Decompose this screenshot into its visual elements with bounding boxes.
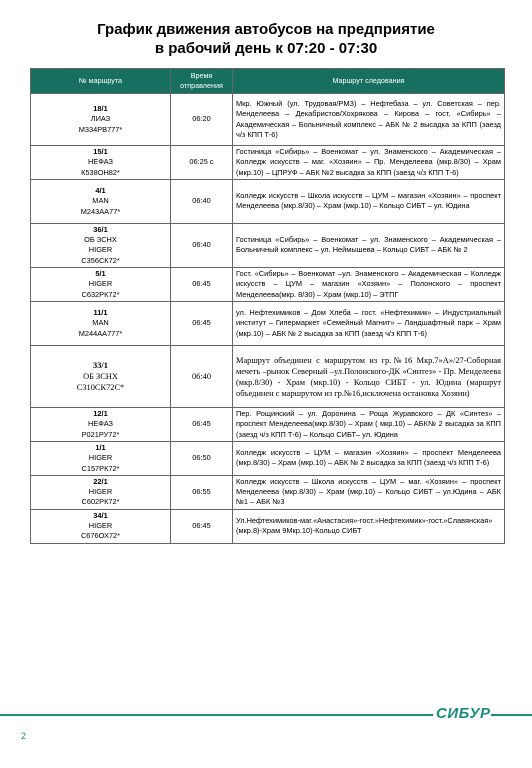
- bus-model: MAN: [92, 196, 109, 206]
- departure-time: 06:40: [171, 179, 233, 223]
- departure-time: 06:25 с: [171, 146, 233, 180]
- header-route: Маршрут следования: [233, 69, 505, 94]
- route-number: 33/1: [93, 361, 108, 371]
- route-id-cell: [31, 146, 171, 180]
- route-description: Гостиница «Сибирь» – Военкомат – ул. Знаменского – Академическая – Больничный комплекс – ул. Неймышева – Кольцо СИБТ – АБК № 2: [233, 223, 505, 267]
- header-route-number: № маршрута: [31, 69, 171, 94]
- table-row: [31, 302, 505, 346]
- route-number: 34/1: [93, 510, 108, 520]
- table-row: [31, 146, 505, 180]
- bus-plate: М334РВ777*: [78, 124, 123, 134]
- route-id-cell: [31, 268, 171, 302]
- route-description: Колледж искусств – Школа искусств – ЦУМ – маг. «Хозяин» – проспект Менделеева (мкр.8/30) – Храм (мкр.10) – Кольцо СИБТ – ул.Юдина – АБК №1 – АБК №3: [233, 475, 505, 509]
- bus-plate: С310СК72С*: [76, 383, 125, 393]
- title-line-1: График движения автобусов на предприятие: [97, 21, 435, 38]
- departure-time: 06:45: [171, 302, 233, 346]
- bus-model-2: HIGER: [88, 245, 113, 255]
- table-row: [31, 179, 505, 223]
- bus-plate: М243АА77*: [80, 206, 121, 216]
- route-id-cell: [31, 346, 171, 408]
- title-line-2: в рабочий день к 07:20 - 07:30: [154, 40, 378, 57]
- bus-model: HIGER: [88, 521, 113, 531]
- route-description: Маршрут объединен с маршрутом из гр.№16 Мкр.7»А»/27-Соборная мечеть –рынок Северный –ул.Полонского-ДК «Синтез» - Пр. Менделеева (мкр.8/30) - Храм (мкр.10) - Кольцо СИБТ - ул. Юдина (маршрут объединен с маршрутом из гр.№16,исключена остановка Хозяин): [233, 346, 505, 408]
- header-departure-time: Время отправления: [171, 69, 233, 94]
- route-description: Колледж искусств – Школа искусств – ЦУМ – магазин «Хозяин» – проспект Менделеева (мкр.8/30) – Храм (мкр.10) – Кольцо СИБТ – ул. Юдина: [233, 179, 505, 223]
- route-id-cell: [31, 94, 171, 146]
- bus-plate: К538ОН82*: [81, 167, 120, 177]
- route-description: Гостиница «Сибирь» – Военкомат – ул. Знаменского – Академическая – Колледж искусств – маг. «Хозяин» – Пр. Менделеева (мкр.8/30) – Храм (мкр.10) – ЦПРУФ – АБК №2 высадка за КПП (заезд ч/з КПП Т-6): [233, 146, 505, 180]
- bus-model: HIGER: [88, 279, 113, 289]
- table-row: [31, 268, 505, 302]
- route-description: ул. Нефтехимиков – Дом Хлеба – гост. «Нефтехимик» – Индустриальный институт – Гипермаркет «Семейный Магнит» – Ландшафтный парк – Храм (мкр.10) – АБК № 2 высадка за КПП (заезд ч/з КПП Т-6): [233, 302, 505, 346]
- bus-model: ЛИАЗ: [90, 114, 111, 124]
- bus-model: HIGER: [88, 487, 113, 497]
- departure-time: 06:45: [171, 268, 233, 302]
- page-number: 2: [21, 731, 27, 741]
- route-id-cell: [31, 475, 171, 509]
- table-header-row: [31, 69, 505, 94]
- route-description: Мкр. Южный (ул. Трудовая/РМЗ) – Нефтебаза – ул. Советская – пер. Менделеева – Декабристов/Хохрякова – Кирова – гост. «Сибирь» – Академическая – Больничный комплекс – АБК № 2 высадка за КПП (заезд ч/з КПП Т-6): [233, 94, 505, 146]
- bus-model: ОБ ЗСНХ: [84, 235, 117, 245]
- route-id-cell: [31, 441, 171, 475]
- route-number: 36/1: [93, 224, 108, 234]
- route-id-cell: [31, 302, 171, 346]
- departure-time: 06:50: [171, 441, 233, 475]
- table-row: [31, 94, 505, 146]
- bus-plate: С632РК72*: [81, 289, 120, 299]
- route-number: 18/1: [93, 104, 108, 114]
- departure-time: 06:20: [171, 94, 233, 146]
- route-description: Пер. Рощинский – ул. Доронина – Роща Журавского – ДК «Синтез» – проспект Менделеева(мкр.8/30) – Храм ( мкр.10) – АБК№ 2 высадка за КПП (заезд ч/з КПП Т-6) – Кольцо СИБТ– ул. Юдина: [233, 408, 505, 442]
- departure-time: 06:55: [171, 475, 233, 509]
- route-id-cell: [31, 408, 171, 442]
- departure-time: 06:40: [171, 346, 233, 408]
- table-row: [31, 346, 505, 408]
- bus-plate: С676ОХ72*: [80, 531, 121, 541]
- route-number: 11/1: [93, 308, 108, 318]
- route-number: 5/1: [95, 269, 106, 279]
- route-id-cell: [31, 223, 171, 267]
- bus-plate: С157РК72*: [81, 463, 120, 473]
- route-number: 1/1: [95, 442, 106, 452]
- table-row: [31, 408, 505, 442]
- route-description: Колледж искусств – ЦУМ – магазин «Хозяин» – проспект Менделеева (мкр.8/30) – Храм (мкр.10) – АБК № 2 высадка за КПП (заезд ч/з КПП Т-6): [233, 441, 505, 475]
- bus-model: НЕФАЗ: [87, 419, 114, 429]
- bus-model: HIGER: [88, 453, 113, 463]
- page-title: [0, 20, 532, 58]
- route-number: 12/1: [93, 409, 108, 419]
- route-number: 22/1: [93, 476, 108, 486]
- bus-schedule-table: [30, 68, 505, 544]
- departure-time: 06:45: [171, 509, 233, 543]
- bus-model: MAN: [92, 318, 109, 328]
- table-row: [31, 509, 505, 543]
- route-id-cell: [31, 179, 171, 223]
- bus-plate: М244АА777*: [78, 328, 123, 338]
- table-row: [31, 223, 505, 267]
- bus-model: НЕФАЗ: [87, 157, 114, 167]
- bus-model: ОБ ЗСНХ: [83, 372, 118, 382]
- table-row: [31, 475, 505, 509]
- route-description: Гост. «Сибирь» – Военкомат –ул. Знаменского – Академическая – Колледж искусств – ЦУМ – магазин «Хозяин» – Полонского – проспект Менделеева(мкр. 8/30) – Храм (мкр.10) – ЭТПГ: [233, 268, 505, 302]
- sibur-logo: СИБУР: [436, 705, 491, 722]
- route-number: 15/1: [93, 147, 108, 156]
- table-body: [31, 94, 505, 544]
- bus-plate: С356СК72*: [81, 255, 120, 265]
- departure-time: 06:40: [171, 223, 233, 267]
- bus-plate: С602РК72*: [81, 497, 120, 507]
- route-number: 4/1: [95, 185, 106, 195]
- table-row: [31, 441, 505, 475]
- departure-time: 06:45: [171, 408, 233, 442]
- route-description: Ул.Нефтехимиков-маг.«Анастасия»-гост.»Нефтехимик»-гост.»Славянская» (мкр.8)-Храм 9Мкр.10)-Кольцо СИБТ: [233, 509, 505, 543]
- route-id-cell: [31, 509, 171, 543]
- bus-plate: Р021РУ72*: [81, 429, 120, 439]
